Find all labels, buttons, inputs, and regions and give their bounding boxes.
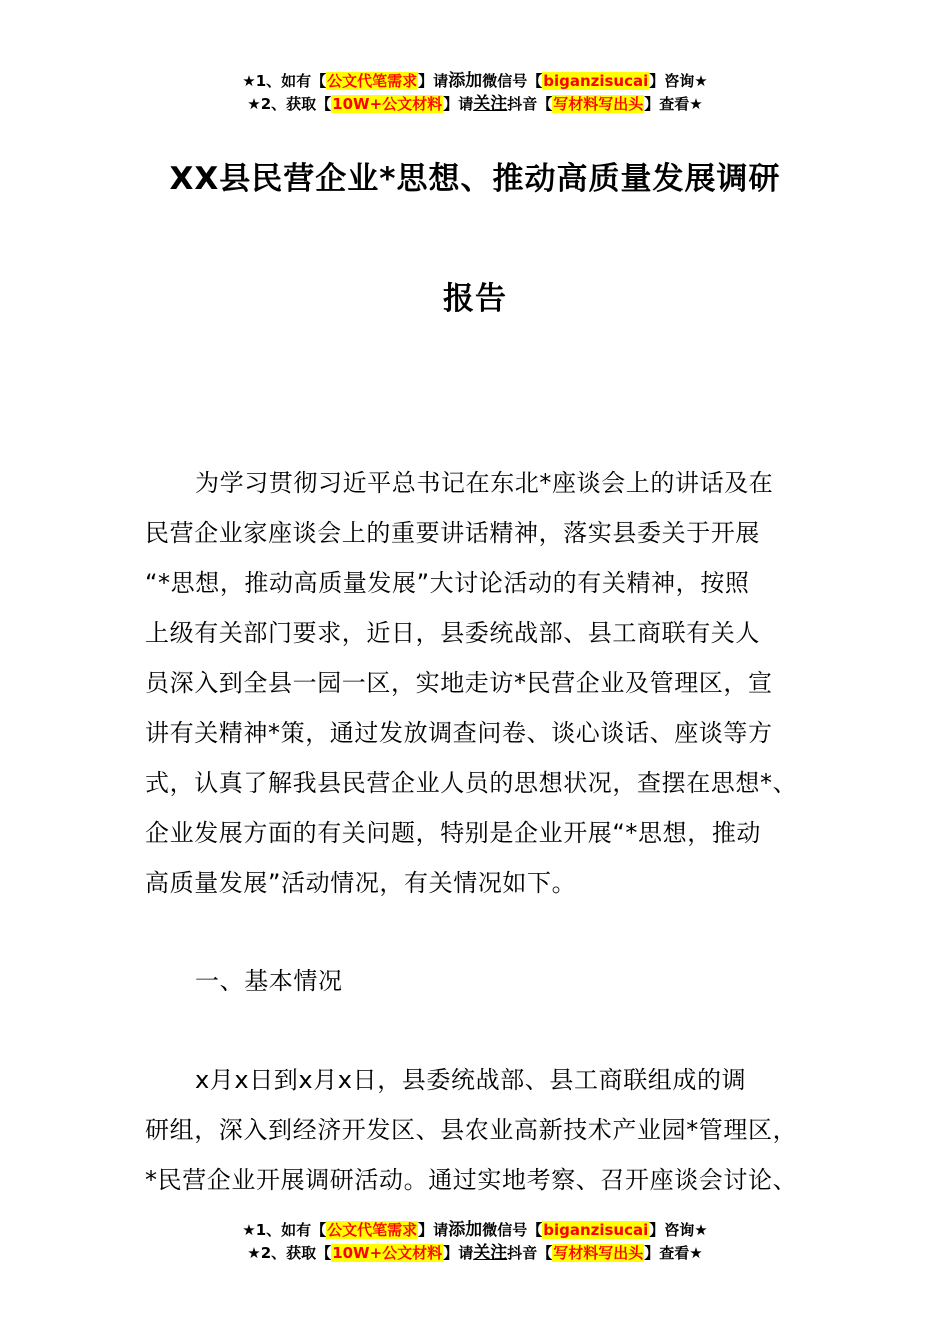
paragraph-line: 高质量发展”活动情况，有关情况如下。 bbox=[145, 869, 577, 897]
promo-text: 抖音【 bbox=[507, 1244, 553, 1262]
bottom-promo-banner bbox=[0, 1219, 950, 1265]
promo-prefix: ★2、获取【 bbox=[247, 1244, 332, 1262]
promo-text: 】请 bbox=[443, 1244, 474, 1262]
promo-text: 微信号【 bbox=[482, 72, 543, 90]
promo-highlight-service: 公文代笔需求 bbox=[327, 72, 418, 90]
promo-emphasis: 添加 bbox=[448, 71, 483, 91]
promo-prefix: ★1、如有【 bbox=[242, 72, 327, 90]
promo-highlight-douyin-id: 写材料写出头 bbox=[553, 1244, 644, 1262]
promo-suffix: 】咨询★ bbox=[649, 1221, 708, 1239]
paragraph-line: *民营企业开展调研活动。通过实地考察、召开座谈会讨论、 bbox=[145, 1166, 798, 1194]
promo-highlight-materials: 10W+公文材料 bbox=[332, 1244, 443, 1262]
promo-text: 】请 bbox=[443, 95, 474, 113]
promo-emphasis: 关注 bbox=[473, 94, 508, 114]
promo-highlight-service: 公文代笔需求 bbox=[327, 1221, 418, 1239]
promo-text: 】请 bbox=[418, 1221, 449, 1239]
promo-emphasis: 关注 bbox=[473, 1243, 508, 1263]
paragraph-line: 上级有关部门要求，近日，县委统战部、县工商联有关人 bbox=[145, 619, 760, 647]
promo-line-1 bbox=[0, 70, 950, 93]
section-heading-text: 一、基本情况 bbox=[195, 967, 343, 995]
promo-text: 微信号【 bbox=[482, 1221, 543, 1239]
promo-highlight-douyin-id: 写材料写出头 bbox=[553, 95, 644, 113]
promo-line-2 bbox=[0, 1242, 950, 1265]
top-promo-banner bbox=[0, 70, 950, 116]
document-title-line-2: 报告 bbox=[443, 281, 507, 317]
paragraph-line: x月x日到x月x日，县委统战部、县工商联组成的调 bbox=[195, 1066, 747, 1094]
promo-line-1 bbox=[0, 1219, 950, 1242]
promo-suffix: 】查看★ bbox=[644, 1244, 703, 1262]
promo-line-2 bbox=[0, 93, 950, 116]
basic-situation-paragraph bbox=[145, 1055, 825, 1205]
paragraph-line: 企业发展方面的有关问题，特别是企业开展“*思想，推动 bbox=[145, 819, 762, 847]
promo-text: 】请 bbox=[418, 72, 449, 90]
intro-paragraph bbox=[145, 458, 825, 908]
promo-prefix: ★2、获取【 bbox=[247, 95, 332, 113]
paragraph-line: 员深入到全县一园一区，实地走访*民营企业及管理区，宣 bbox=[145, 669, 773, 697]
paragraph-line: 讲有关精神*策，通过发放调查问卷、谈心谈话、座谈等方 bbox=[145, 719, 773, 747]
section-heading-basic-situation bbox=[145, 956, 825, 1006]
paragraph-line: “*思想，推动高质量发展”大讨论活动的有关精神，按照 bbox=[145, 569, 750, 597]
promo-highlight-materials: 10W+公文材料 bbox=[332, 95, 443, 113]
paragraph-line: 研组，深入到经济开发区、县农业高新技术产业园*管理区， bbox=[145, 1116, 798, 1144]
promo-emphasis: 添加 bbox=[448, 1220, 483, 1240]
paragraph-line: 民营企业家座谈会上的重要讲话精神，落实县委关于开展 bbox=[145, 519, 760, 547]
paragraph-line: 式，认真了解我县民营企业人员的思想状况，查摆在思想*、 bbox=[145, 769, 798, 797]
promo-suffix: 】咨询★ bbox=[649, 72, 708, 90]
promo-suffix: 】查看★ bbox=[644, 95, 703, 113]
promo-prefix: ★1、如有【 bbox=[242, 1221, 327, 1239]
promo-highlight-wechat-id: biganzisucai bbox=[543, 72, 649, 90]
promo-highlight-wechat-id: biganzisucai bbox=[543, 1221, 649, 1239]
document-title-line-1: XX县民营企业*思想、推动高质量发展调研 bbox=[169, 161, 781, 197]
paragraph-line: 为学习贯彻习近平总书记在东北*座谈会上的讲话及在 bbox=[195, 469, 774, 497]
promo-text: 抖音【 bbox=[507, 95, 553, 113]
